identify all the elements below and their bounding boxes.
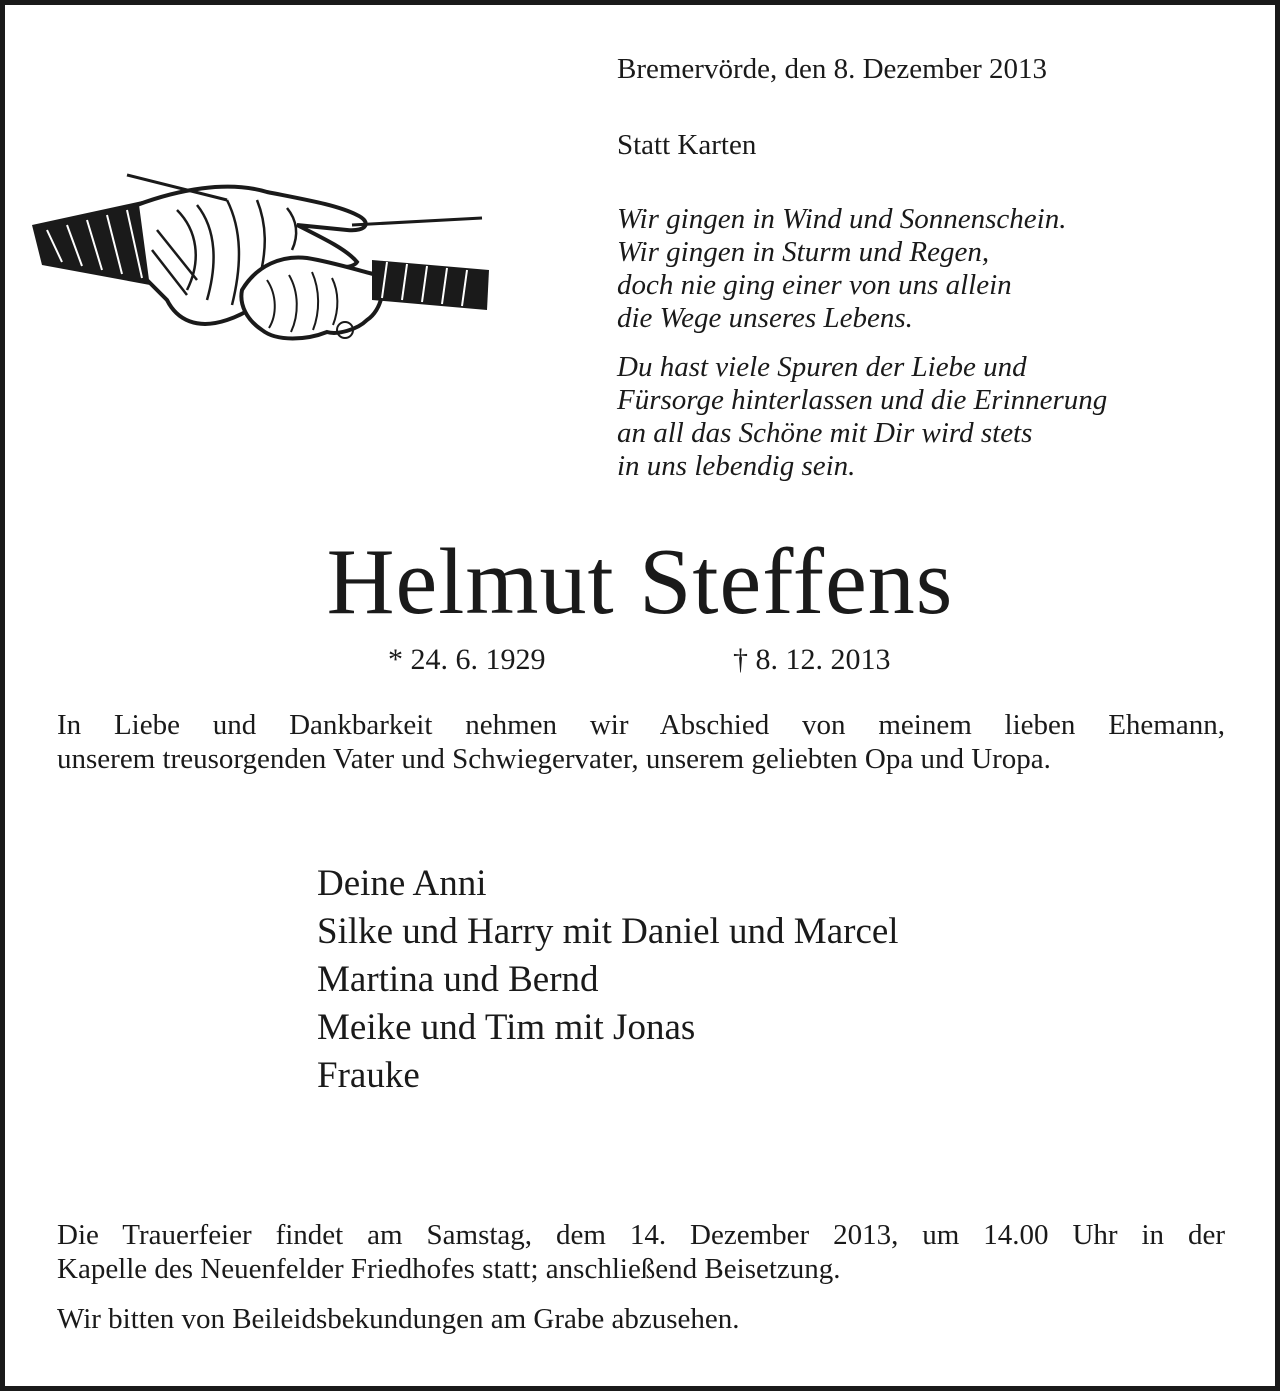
birth-date: * 24. 6. 1929: [388, 643, 546, 676]
dedication-text: [57, 708, 1225, 776]
funeral-service-info: [57, 1218, 1225, 1286]
poem-line: in uns lebendig sein.: [617, 450, 856, 482]
deceased-name: Helmut Steffens: [326, 530, 954, 634]
holding-hands-illustration: [27, 170, 492, 355]
mourner-entry: Meike und Tim mit Jonas: [317, 1007, 696, 1048]
death-date: † 8. 12. 2013: [733, 643, 891, 676]
poem-line: Du hast viele Spuren der Liebe und: [617, 351, 1027, 383]
poem-line: Fürsorge hinterlassen und die Erinnerung: [617, 384, 1108, 416]
poem-line: Wir gingen in Wind und Sonnenschein.: [617, 203, 1067, 235]
poem-line: doch nie ging einer von uns allein: [617, 269, 1012, 301]
place-date: Bremervörde, den 8. Dezember 2013: [617, 53, 1048, 85]
baton-line: [352, 218, 482, 225]
mourner-entry: Deine Anni: [317, 863, 487, 904]
statt-karten-label: Statt Karten: [617, 129, 757, 161]
service-line: Die Trauerfeier findet am Samstag, dem 14. Dezember 2013, um 14.00 Uhr in der: [57, 1219, 1225, 1251]
mourner-entry: Martina und Bernd: [317, 959, 599, 1000]
mourner-entry: Frauke: [317, 1055, 420, 1096]
poem-line: die Wege unseres Lebens.: [617, 302, 913, 334]
dedication-line: In Liebe und Dankbarkeit nehmen wir Abschied von meinem lieben Ehemann,: [57, 709, 1225, 741]
right-sleeve: [372, 260, 489, 310]
poem-line: Wir gingen in Sturm und Regen,: [617, 236, 990, 268]
poem-stanza-2: [617, 351, 1107, 483]
service-line: Kapelle des Neuenfelder Friedhofes statt; anschließend Beisetzung.: [57, 1253, 841, 1285]
condolence-request: Wir bitten von Beileidsbekundungen am Grabe abzusehen.: [57, 1303, 740, 1335]
mourners-list: [317, 860, 899, 1100]
poem-line: an all das Schöne mit Dir wird stets: [617, 417, 1033, 449]
mourner-entry: Silke und Harry mit Daniel und Marcel: [317, 911, 899, 952]
dedication-line: unserem treusorgenden Vater und Schwiegervater, unserem geliebten Opa und Uropa.: [57, 743, 1051, 775]
child-hand: [241, 257, 382, 338]
poem-stanza-1: [617, 203, 1066, 335]
